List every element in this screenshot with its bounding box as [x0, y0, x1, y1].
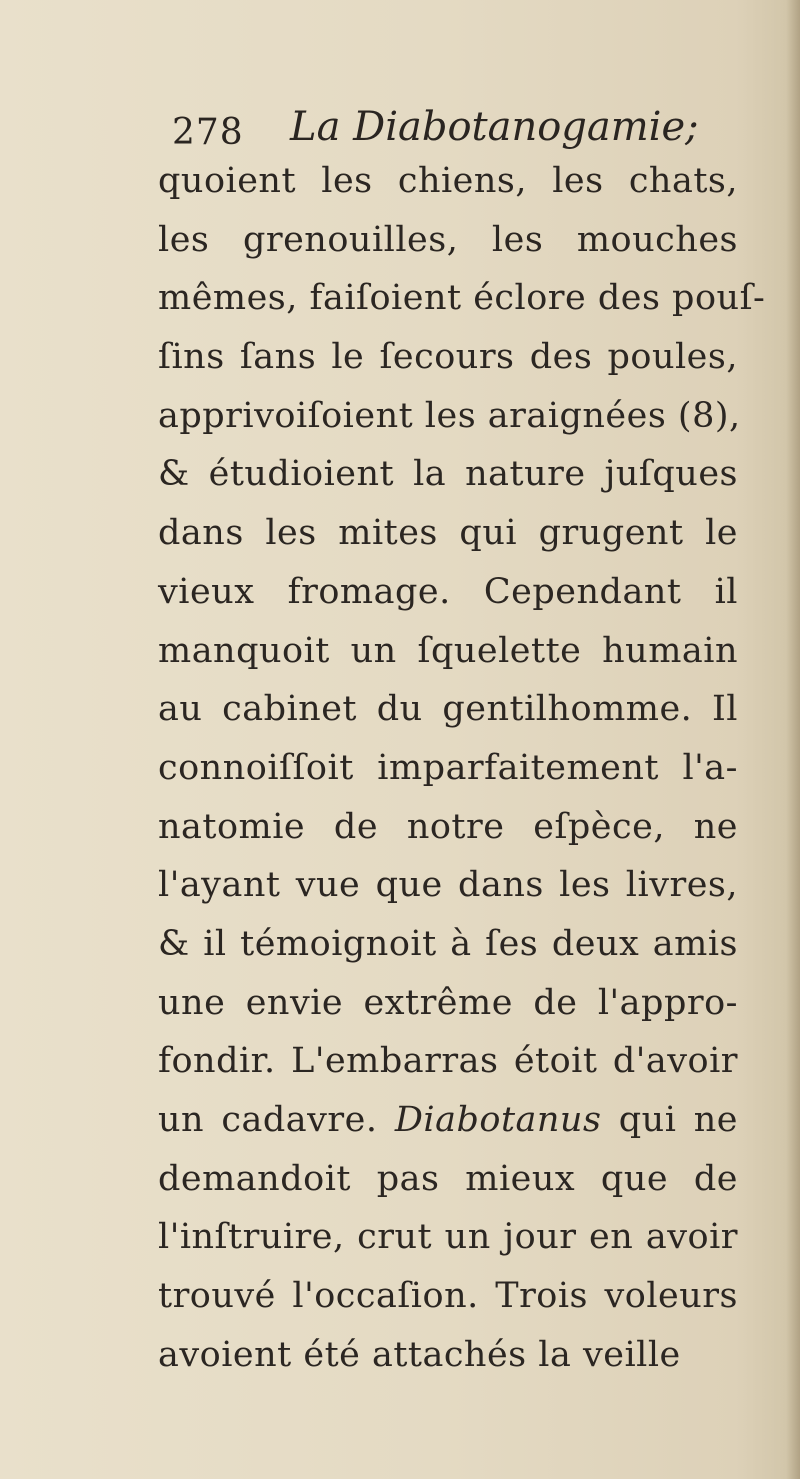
italic-name: Diabotanus	[394, 1100, 602, 1140]
text-line: apprivoiſoient les araignées (8),	[158, 395, 741, 436]
text-line: manquoit un ſquelette humain	[158, 630, 738, 671]
body-text	[158, 152, 766, 1384]
text-line: avoient été attachés la veille	[158, 1334, 681, 1375]
text-line: une envie extrême de l'appro-	[158, 982, 738, 1023]
page-number: 278	[172, 112, 244, 153]
text-line: vieux fromage. Cependant il	[158, 571, 738, 612]
text-line-with-italic	[158, 1091, 738, 1150]
text-line: demandoit pas mieux que de	[158, 1158, 738, 1199]
text-line: & il témoignoit à ſes deux amis	[158, 923, 738, 964]
text-line: & étudioient la nature juſques	[158, 454, 738, 495]
text-segment: qui ne	[618, 1100, 738, 1140]
running-title: La Diabotanogamie;	[290, 104, 699, 150]
text-line: trouvé l'occaſion. Trois voleurs	[158, 1276, 738, 1317]
text-line: l'ayant vue que dans les livres,	[158, 865, 738, 906]
text-line: mêmes, faiſoient éclore des pouſ-	[158, 278, 766, 319]
text-line: au cabinet du gentilhomme. Il	[158, 689, 738, 730]
text-line: les grenouilles, les mouches	[158, 219, 738, 260]
text-line: fondir. L'embarras étoit d'avoir	[158, 1041, 738, 1082]
text-line: natomie de notre eſpèce, ne	[158, 806, 738, 847]
text-line: dans les mites qui grugent le	[158, 513, 738, 554]
text-line: l'inſtruire, crut un jour en avoir	[158, 1217, 738, 1258]
text-line: ſins ſans le ſecours des poules,	[158, 337, 738, 378]
text-line: connoiſſoit imparfaitement l'a-	[158, 747, 738, 788]
text-segment: un cadavre.	[158, 1100, 378, 1140]
text-line: quoient les chiens, les chats,	[158, 161, 738, 201]
